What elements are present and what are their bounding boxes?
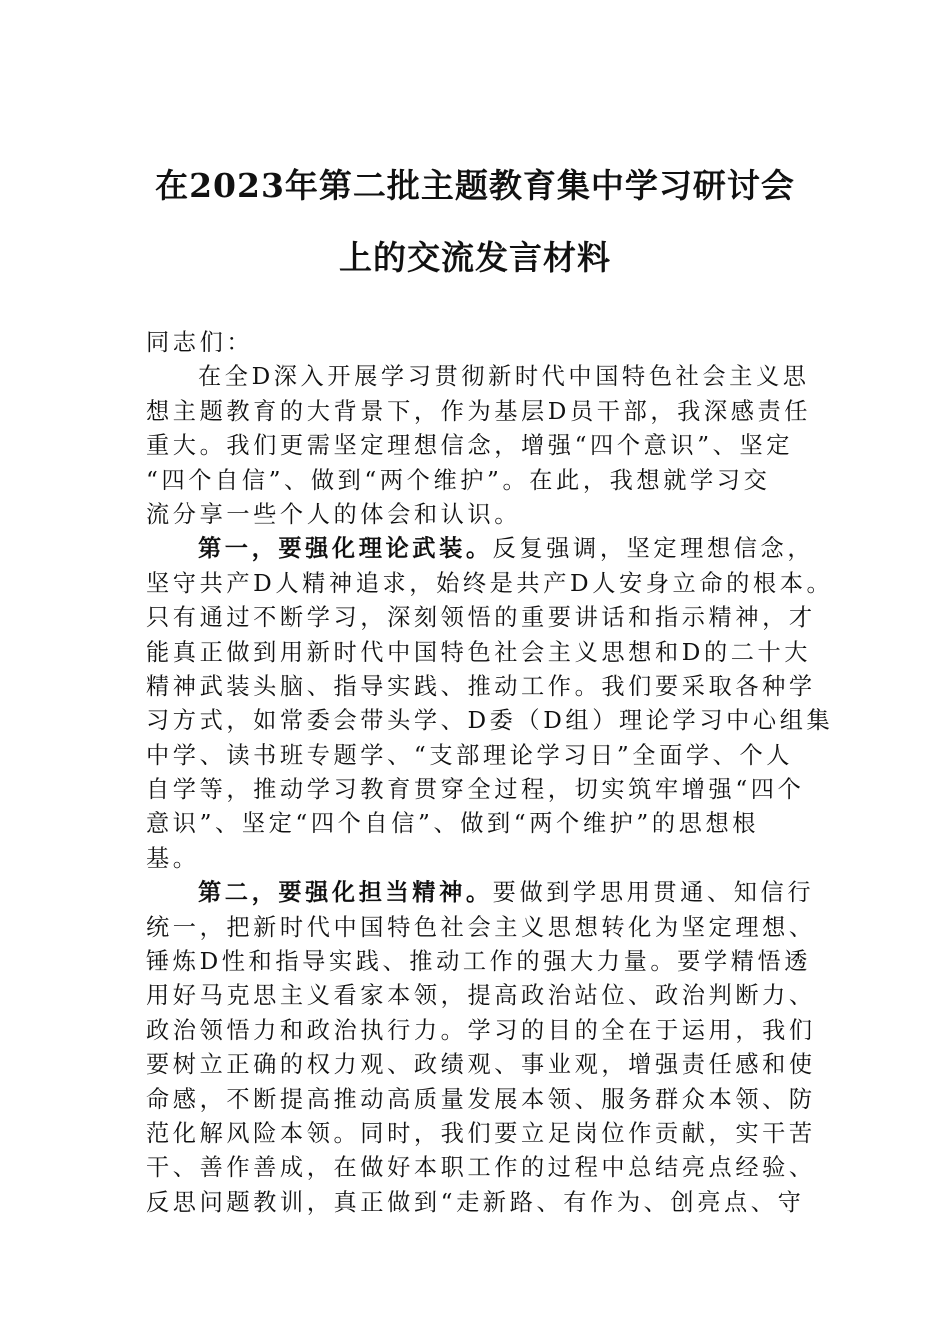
paragraph-1-line: 重大。我们更需坚定理想信念，增强“四个意识”、坚定 xyxy=(146,432,794,460)
paragraph-3-line: 反思问题教训，真正做到“走新路、有作为、创亮点、守 xyxy=(146,1188,805,1216)
paragraph-2-line: 坚守共产D人精神追求，始终是共产D人安身立命的根本。 xyxy=(146,569,834,597)
paragraph-2-line: 中学、读书班专题学、“支部理论学习日”全面学、个人 xyxy=(146,741,794,769)
paragraph-2-first-line xyxy=(146,532,816,566)
paragraph-2-lead: 第一，要强化理论武装。 xyxy=(198,535,493,563)
paragraph-2-line: 精神武装头脑、指导实践、推动工作。我们要采取各种学 xyxy=(146,672,816,700)
paragraph-1-line: 想主题教育的大背景下，作为基层D员干部，我深感责任 xyxy=(146,397,812,425)
document-title-line-2: 上的交流发言材料 xyxy=(339,238,611,277)
document-body xyxy=(146,326,834,1220)
paragraph-2-line: 基。 xyxy=(146,844,200,872)
paragraph-1-line: 在全D深入开展学习贯彻新时代中国特色社会主义思 xyxy=(198,363,810,391)
paragraph-1-line: “四个自信”、做到“两个维护”。在此，我想就学习交 xyxy=(146,466,771,494)
paragraph-2-line: 意识”、坚定“四个自信”、做到“两个维护”的思想根 xyxy=(146,810,760,838)
paragraph-2-first-rest: 反复强调，坚定理想信念， xyxy=(492,535,815,563)
paragraph-2-line: 自学等，推动学习教育贯穿全过程，切实筑牢增强“四个 xyxy=(146,776,805,804)
paragraph-2-line: 习方式，如常委会带头学、D委（D组）理论学习中心组集 xyxy=(146,707,834,735)
paragraph-3-line: 干、善作善成，在做好本职工作的过程中总结亮点经验、 xyxy=(146,1154,816,1182)
paragraph-3-first-line xyxy=(146,876,816,910)
paragraph-3-line: 政治领悟力和政治执行力。学习的目的全在于运用，我们 xyxy=(146,1016,816,1044)
paragraph-3-line: 锤炼D性和指导实践、推动工作的强大力量。要学精悟透 xyxy=(146,948,812,976)
paragraph-3-line: 用好马克思主义看家本领，提高政治站位、政治判断力、 xyxy=(146,982,816,1010)
paragraph-3-first-rest: 要做到学思用贯通、知信行 xyxy=(492,879,815,907)
paragraph-2-line: 能真正做到用新时代中国特色社会主义思想和D的二十大 xyxy=(146,638,812,666)
paragraph-3-line: 命感，不断提高推动高质量发展本领、服务群众本领、防 xyxy=(146,1085,816,1113)
document-title-line-1: 在2023年第二批主题教育集中学习研讨会 xyxy=(155,166,795,205)
paragraph-1-line: 流分享一些个人的体会和认识。 xyxy=(146,500,522,528)
salutation: 同志们： xyxy=(146,329,254,356)
paragraph-3-line: 范化解风险本领。同时，我们要立足岗位作贡献，实干苦 xyxy=(146,1119,816,1147)
paragraph-2-line: 只有通过不断学习，深刻领悟的重要讲话和指示精神，才 xyxy=(146,604,816,632)
paragraph-3-line: 要树立正确的权力观、政绩观、事业观，增强责任感和使 xyxy=(146,1051,816,1079)
paragraph-3-lead: 第二，要强化担当精神。 xyxy=(198,879,493,907)
paragraph-3-line: 统一，把新时代中国特色社会主义思想转化为坚定理想、 xyxy=(146,913,816,941)
